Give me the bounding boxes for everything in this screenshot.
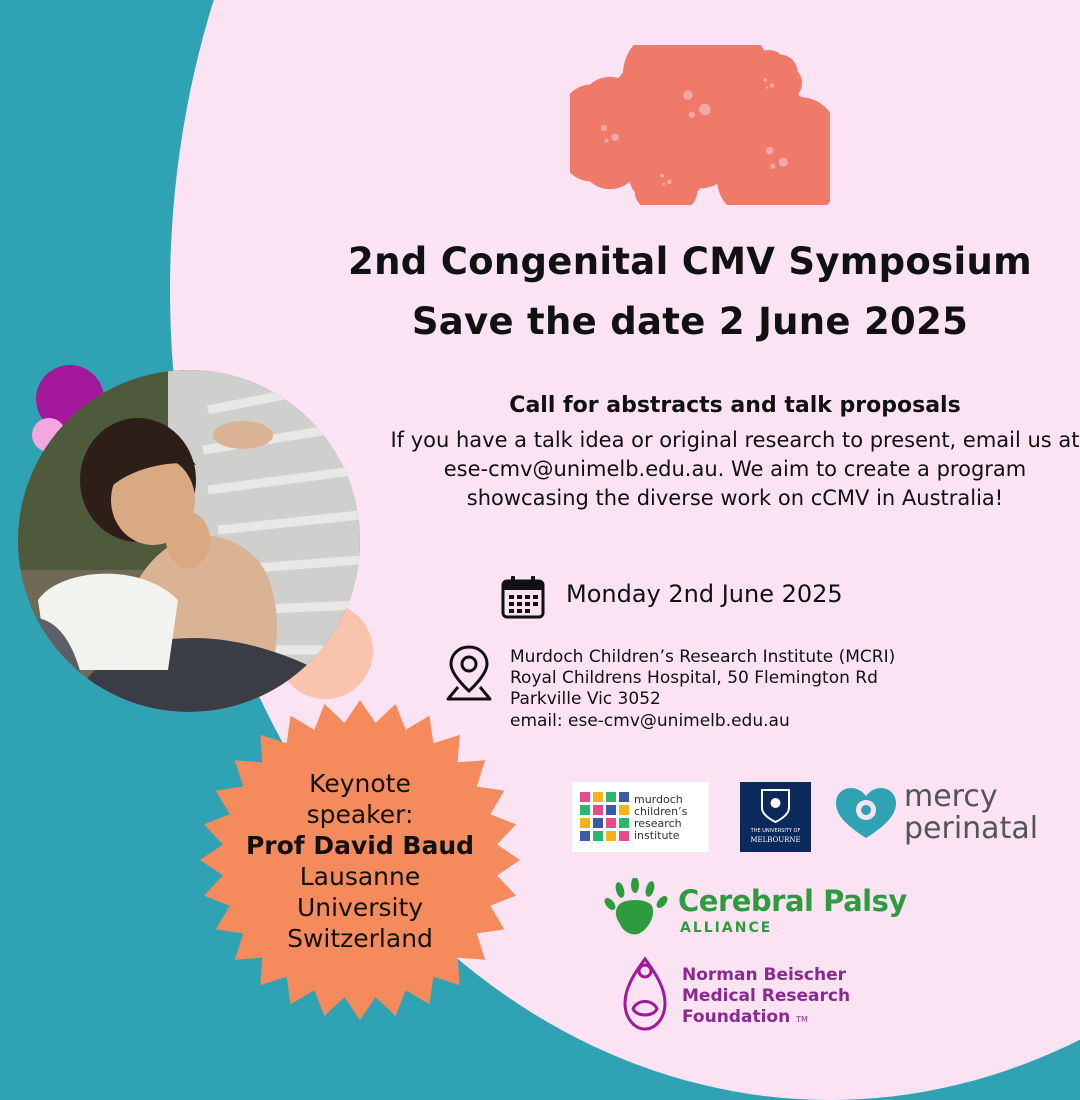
nbmrf-text-1: Norman Beischer (682, 965, 847, 985)
event-subtitle: Save the date 2 June 2025 (411, 300, 969, 343)
keynote-label-2: speaker: (306, 800, 414, 829)
nbmrf-text-2: Medical Research (682, 986, 851, 1006)
location-pin-icon (444, 643, 494, 703)
mcri-text-3: research (634, 817, 682, 830)
cpa-text-2: ALLIANCE (680, 920, 773, 936)
mcri-text-1: murdoch (634, 793, 683, 806)
keynote-label-1: Keynote (309, 769, 411, 798)
keynote-affiliation-2: University (296, 893, 424, 922)
mcri-mark-icon (580, 792, 630, 842)
mcri-text-4: institute (634, 829, 680, 842)
mercy-heart-icon (834, 786, 898, 842)
mercy-text-2: perinatal (904, 811, 1039, 846)
keynote-affiliation-3: Switzerland (287, 924, 433, 953)
nbmrf-tm: TM (796, 1015, 808, 1024)
mcri-logo (572, 782, 709, 852)
address-line-3: Parkville Vic 3052 (510, 689, 661, 709)
call-heading: Call for abstracts and talk proposals (509, 393, 961, 418)
cpa-handprint-icon (600, 878, 670, 938)
unimelb-text-2: MELBOURNE (750, 836, 801, 844)
mcri-text-2: children’s (634, 805, 688, 818)
event-title: 2nd Congenital CMV Symposium (348, 240, 1032, 283)
unimelb-logo (740, 782, 811, 852)
calendar-icon (500, 574, 546, 620)
child-photo (18, 370, 360, 712)
keynote-block (225, 768, 495, 954)
unimelb-text-1: THE UNIVERSITY OF (750, 828, 801, 834)
address-line-2: Royal Childrens Hospital, 50 Flemington Rd (510, 668, 878, 688)
unimelb-crest-icon (760, 788, 791, 824)
keynote-affiliation-1: Lausanne (299, 862, 421, 891)
cpa-text-1: Cerebral Palsy (678, 884, 907, 918)
event-date: Monday 2nd June 2025 (566, 580, 843, 608)
contact-email: email: ese-cmv@unimelb.edu.au (510, 711, 790, 731)
mercy-text-1: mercy (904, 779, 998, 814)
call-body: If you have a talk idea or original research to present, email us at ese-cmv@unimelb.edu.au. We aim to create a program showcasing the diverse work on cCMV in Australia! (390, 428, 1080, 510)
virus-illustration (570, 45, 830, 205)
nbmrf-mother-child-icon (613, 955, 677, 1033)
nbmrf-text-3: Foundation (682, 1007, 791, 1027)
keynote-speaker-name: Prof David Baud (245, 831, 475, 860)
address-line-1: Murdoch Children’s Research Institute (MCRI) (510, 647, 896, 667)
